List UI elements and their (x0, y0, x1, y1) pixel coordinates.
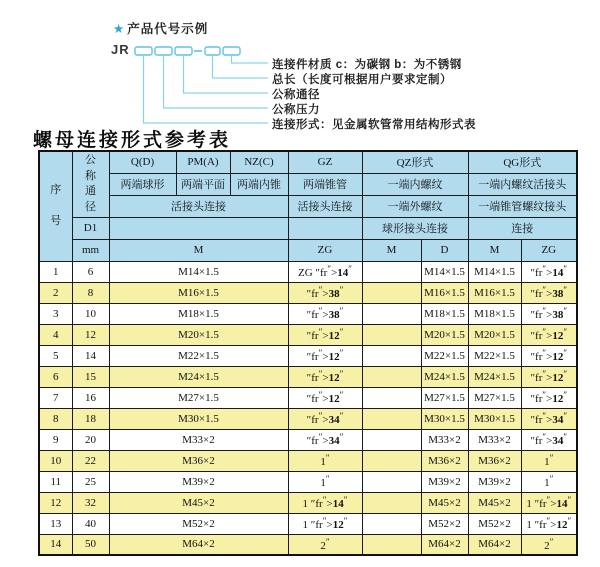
cell-qz-m (362, 408, 421, 429)
header-qz-connection: 球形接头连接 (362, 217, 468, 239)
code-label-connection: 连接形式：见金属软管常用结构形式表 (272, 119, 476, 131)
col-header-qg: QG形式 (468, 151, 577, 173)
header-empty-left (109, 217, 288, 239)
cell-qg-m: M27×1.5 (468, 387, 521, 408)
header-zg: ZG (288, 239, 362, 261)
header-qz-m: M (362, 239, 421, 261)
diagram-title: 产品代号示例 (127, 22, 209, 36)
header-gz-desc: 两端锥管 (288, 173, 362, 195)
cell-qg-m: M52×2 (468, 513, 521, 534)
table-row (39, 366, 577, 387)
cell-m: M24×1.5 (109, 366, 288, 387)
cell-no: 7 (39, 387, 72, 408)
header-qg-zg: ZG (521, 239, 577, 261)
cell-no: 10 (39, 450, 72, 471)
cell-qz-d: M30×1.5 (421, 408, 468, 429)
cell-qg-zg: 1″ (521, 450, 577, 471)
cell-no: 12 (39, 492, 72, 513)
cell-qg-m: M24×1.5 (468, 366, 521, 387)
cell-no: 3 (39, 303, 72, 324)
cell-no: 4 (39, 324, 72, 345)
header-qg-connection: 连接 (468, 217, 577, 239)
cell-dn: 14 (72, 345, 109, 366)
cell-no: 14 (39, 534, 72, 555)
connector-line (144, 55, 269, 123)
code-label-length: 总长（长度可根据用户要求定制） (272, 74, 452, 86)
cell-qz-d: M22×1.5 (421, 345, 468, 366)
code-box (155, 47, 172, 55)
cell-qz-d: M20×1.5 (421, 324, 468, 345)
cell-no: 5 (39, 345, 72, 366)
cell-qg-zg: 1″ (521, 471, 577, 492)
code-boxes (135, 47, 240, 55)
cell-m: M27×1.5 (109, 387, 288, 408)
col-header-q: Q(D) (109, 151, 176, 173)
cell-gz: 2″ (288, 534, 362, 555)
cell-qg-zg: 1 ″fr″>12″ (521, 513, 577, 534)
cell-qg-zg: ″fr″>12″ (521, 324, 577, 345)
header-qg-desc1: 一端内螺纹活接头 (468, 173, 577, 195)
cell-no: 6 (39, 366, 72, 387)
table-row (39, 513, 577, 534)
header-qg-desc2: 一端锥管螺纹接头 (468, 195, 577, 217)
table-row (39, 492, 577, 513)
cell-gz: ″fr″>12″ (288, 345, 362, 366)
col-header-pm: PM(A) (176, 151, 230, 173)
cell-m: M30×1.5 (109, 408, 288, 429)
col-header-gz: GZ (288, 151, 362, 173)
cell-gz: ″fr″>12″ (288, 387, 362, 408)
cell-gz: ″fr″>38″ (288, 303, 362, 324)
cell-qz-m (362, 282, 421, 303)
cell-qz-d: M36×2 (421, 450, 468, 471)
cell-m: M39×2 (109, 471, 288, 492)
cell-qz-m (362, 492, 421, 513)
cell-qg-m: M20×1.5 (468, 324, 521, 345)
cell-m: M18×1.5 (109, 303, 288, 324)
cell-dn: 15 (72, 366, 109, 387)
cell-qz-m (362, 387, 421, 408)
cell-qg-m: M22×1.5 (468, 345, 521, 366)
cell-qz-d: M24×1.5 (421, 366, 468, 387)
reference-table (38, 150, 578, 556)
header-pm-desc: 两端平面 (176, 173, 230, 195)
cell-no: 8 (39, 408, 72, 429)
cell-qz-m (362, 450, 421, 471)
cell-m: M64×2 (109, 534, 288, 555)
code-prefix: JR (111, 42, 130, 57)
table-row (39, 408, 577, 429)
table-row (39, 429, 577, 450)
cell-qg-zg: ″fr″>34″ (521, 429, 577, 450)
table-row (39, 471, 577, 492)
table-row (39, 450, 577, 471)
cell-dn: 18 (72, 408, 109, 429)
header-mm: mm (72, 239, 109, 261)
cell-qg-zg: ″fr″>12″ (521, 345, 577, 366)
connector-line (213, 55, 269, 78)
cell-qz-d: M27×1.5 (421, 387, 468, 408)
cell-gz: 1 ″fr″>14″ (288, 492, 362, 513)
cell-m: M36×2 (109, 450, 288, 471)
code-box (175, 47, 192, 55)
cell-qg-m: M30×1.5 (468, 408, 521, 429)
cell-dn: 20 (72, 429, 109, 450)
table-body (39, 261, 577, 555)
cell-qz-m (362, 324, 421, 345)
header-qz-desc1: 一端内螺纹 (362, 173, 468, 195)
connector-line (184, 55, 269, 93)
cell-qz-d: M33×2 (421, 429, 468, 450)
cell-gz: ″fr″>34″ (288, 408, 362, 429)
cell-qz-d: M16×1.5 (421, 282, 468, 303)
cell-qz-d: M45×2 (421, 492, 468, 513)
col-header-tongjing: 公称通径 (72, 151, 109, 217)
star-icon: ★ (113, 22, 126, 36)
cell-qg-m: M18×1.5 (468, 303, 521, 324)
col-header-nz: NZ(C) (230, 151, 288, 173)
cell-gz: 1″ (288, 450, 362, 471)
cell-m: M16×1.5 (109, 282, 288, 303)
cell-qz-m (362, 303, 421, 324)
cell-no: 11 (39, 471, 72, 492)
code-label-diameter: 公称通径 (272, 89, 320, 101)
cell-qz-m (362, 429, 421, 450)
cell-dn: 32 (72, 492, 109, 513)
cell-qz-d: M39×2 (421, 471, 468, 492)
table-row (39, 345, 577, 366)
table-row (39, 324, 577, 345)
cell-qg-zg: ″fr″>12″ (521, 387, 577, 408)
cell-dn: 50 (72, 534, 109, 555)
cell-qg-m: M33×2 (468, 429, 521, 450)
cell-no: 9 (39, 429, 72, 450)
header-q-desc: 两端球形 (109, 173, 176, 195)
header-gz-connection: 活接头连接 (288, 195, 362, 217)
header-qz-d: D (421, 239, 468, 261)
cell-qg-m: M64×2 (468, 534, 521, 555)
cell-gz: ZG ″fr″>14″ (288, 261, 362, 282)
col-header-xuhao: 序号 (39, 151, 72, 261)
cell-qz-m (362, 345, 421, 366)
cell-qg-zg: 1 ″fr″>14″ (521, 492, 577, 513)
cell-m: M33×2 (109, 429, 288, 450)
cell-m: M22×1.5 (109, 345, 288, 366)
table-header (39, 151, 577, 261)
table-row (39, 303, 577, 324)
code-box (135, 47, 152, 55)
cell-no: 1 (39, 261, 72, 282)
header-qg-m: M (468, 239, 521, 261)
table-row (39, 261, 577, 282)
cell-qg-m: M16×1.5 (468, 282, 521, 303)
cell-qg-zg: ″fr″>12″ (521, 366, 577, 387)
cell-dn: 10 (72, 303, 109, 324)
cell-qz-d: M14×1.5 (421, 261, 468, 282)
table-title: 螺母连接形式参考表 (33, 130, 232, 151)
cell-dn: 22 (72, 450, 109, 471)
cell-gz: ″fr″>34″ (288, 429, 362, 450)
cell-m: M14×1.5 (109, 261, 288, 282)
table-row (39, 534, 577, 555)
cell-m: M45×2 (109, 492, 288, 513)
cell-dn: 25 (72, 471, 109, 492)
cell-qz-d: M18×1.5 (421, 303, 468, 324)
cell-qg-zg: ″fr″>38″ (521, 282, 577, 303)
code-label-material: 连接件材质 c：为碳钢 b：为不锈钢 (272, 59, 462, 71)
cell-qz-m (362, 534, 421, 555)
cell-qg-zg: ″fr″>34″ (521, 408, 577, 429)
cell-qz-d: M52×2 (421, 513, 468, 534)
code-label-pressure: 公称压力 (272, 104, 320, 116)
cell-m: M20×1.5 (109, 324, 288, 345)
cell-gz: ″fr″>38″ (288, 282, 362, 303)
cell-qg-zg: 2″ (521, 534, 577, 555)
cell-qz-m (362, 471, 421, 492)
cell-dn: 16 (72, 387, 109, 408)
header-qz-desc2: 一端外螺纹 (362, 195, 468, 217)
cell-gz: 1″ (288, 471, 362, 492)
cell-no: 2 (39, 282, 72, 303)
cell-qg-m: M14×1.5 (468, 261, 521, 282)
cell-qz-m (362, 366, 421, 387)
cell-no: 13 (39, 513, 72, 534)
cell-m: M52×2 (109, 513, 288, 534)
table-row (39, 387, 577, 408)
cell-qg-m: M39×2 (468, 471, 521, 492)
header-union-connection: 活接头连接 (109, 195, 288, 217)
cell-qg-zg: ″fr″>38″ (521, 303, 577, 324)
header-empty-gz (288, 217, 362, 239)
cell-qg-m: M36×2 (468, 450, 521, 471)
cell-qz-d: M64×2 (421, 534, 468, 555)
code-box (223, 47, 240, 55)
connector-lines (144, 55, 269, 123)
header-d1: D1 (72, 217, 109, 239)
connector-line (232, 55, 269, 63)
cell-dn: 8 (72, 282, 109, 303)
cell-qg-zg: ″fr″>14″ (521, 261, 577, 282)
cell-dn: 12 (72, 324, 109, 345)
header-nz-desc: 两端内锥 (230, 173, 288, 195)
table-row (39, 282, 577, 303)
code-box (205, 47, 220, 55)
cell-qz-m (362, 261, 421, 282)
cell-gz: 1 ″fr″>12″ (288, 513, 362, 534)
header-m: M (109, 239, 288, 261)
cell-qg-m: M45×2 (468, 492, 521, 513)
cell-qz-m (362, 513, 421, 534)
cell-gz: ″fr″>12″ (288, 324, 362, 345)
cell-dn: 40 (72, 513, 109, 534)
col-header-qz: QZ形式 (362, 151, 468, 173)
cell-dn: 6 (72, 261, 109, 282)
cell-gz: ″fr″>12″ (288, 366, 362, 387)
